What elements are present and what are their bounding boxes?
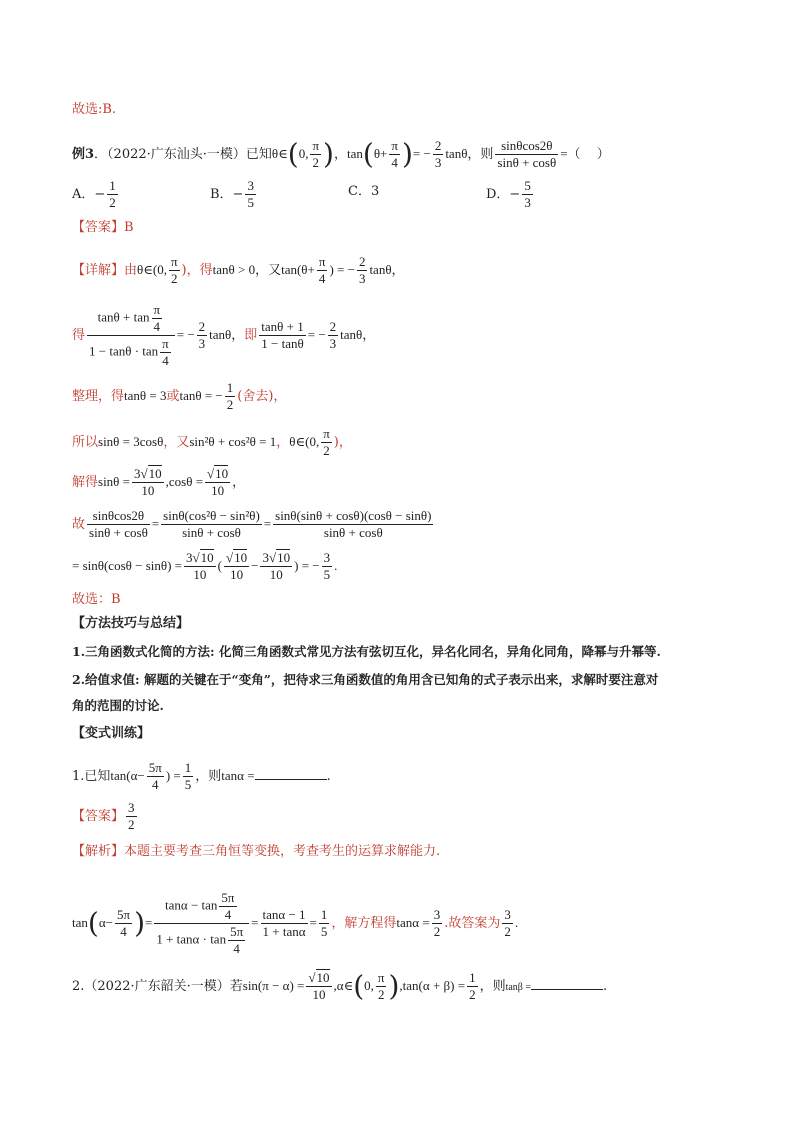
q1-answer-label: 【答案】 bbox=[72, 809, 125, 824]
method-2b-text: 角的范围的讨论. bbox=[72, 698, 164, 713]
q1-blank bbox=[255, 765, 327, 780]
q1-end: . bbox=[326, 769, 331, 784]
q2-tan-beta: tanβ = bbox=[505, 982, 532, 993]
q2-paren-r: ) bbox=[388, 969, 400, 1003]
choice-line bbox=[72, 590, 121, 610]
pi-4-inner: $\frac{\pi}{4}$ bbox=[153, 302, 161, 334]
q1-sol-solve: ，解方程得 bbox=[331, 916, 397, 931]
q1-sol-one-fifth: $\frac{1}{5}$ bbox=[320, 907, 328, 939]
therefore-line bbox=[72, 426, 352, 459]
paren-right-2: ) bbox=[401, 137, 413, 171]
q2-prefix: 2.（2022·广东韶关·一模）若 bbox=[72, 979, 243, 994]
theta-plus: θ+ bbox=[373, 146, 388, 161]
detail-pi-4: $\frac{\pi}{4}$ bbox=[318, 254, 326, 286]
method-2a bbox=[72, 670, 658, 690]
q1-then: ，则 bbox=[195, 769, 222, 784]
sin-frac: $\frac{3√10}{10}$ bbox=[134, 466, 162, 498]
answer-label: 【答案】B bbox=[72, 220, 134, 235]
derive-prefix: 得 bbox=[72, 328, 86, 343]
q2-half: $\frac{1}{2}$ bbox=[469, 970, 476, 1002]
q1-inner-5pi4: $\frac{5\pi}{4}$ bbox=[221, 890, 235, 922]
detail-eq: ) = − bbox=[329, 262, 355, 277]
q1-analysis bbox=[72, 842, 440, 862]
option-a-frac: $\frac{1}{2}$ bbox=[109, 178, 116, 210]
final-eq-line bbox=[72, 550, 337, 583]
option-d bbox=[486, 178, 535, 211]
final-answer-frac: $\frac{3}{5}$ bbox=[323, 550, 331, 582]
q1-prefix: 1.已知 bbox=[72, 769, 111, 784]
q1-sol-eq-2: = bbox=[251, 915, 259, 930]
sin-eq-3cos: sinθ = 3cosθ bbox=[98, 434, 164, 449]
q2-blank bbox=[531, 975, 603, 990]
tan-eq-neg: tanθ = − bbox=[179, 388, 223, 403]
derive-ji: 即 bbox=[244, 328, 258, 343]
target-expression: $\frac{\sin\theta\cos 2\theta}{\sin\theta + \cos\theta}$ bbox=[497, 138, 557, 170]
expr-3: $\frac{\sin\theta(\sin\theta + \cos\theta)(\cos\theta - \sin\theta)}{\sin\theta + \cos\theta}$ bbox=[275, 508, 432, 540]
q2-zero: 0, bbox=[364, 978, 374, 993]
paren-right: ) bbox=[323, 137, 334, 171]
derive-line bbox=[72, 302, 375, 369]
detail-theta-in: θ∈(0, bbox=[137, 262, 167, 277]
theta-range: θ∈(0, bbox=[289, 434, 320, 449]
expr-1: $\frac{\sin\theta\cos 2\theta}{\sin\theta + \cos\theta}$ bbox=[89, 508, 148, 540]
q1-sol-eq-1: = bbox=[145, 915, 153, 930]
example-label: 例3 bbox=[72, 147, 95, 162]
detail-line bbox=[72, 254, 405, 287]
eq-sign-2: = bbox=[263, 516, 272, 531]
eq-minus: = − bbox=[412, 146, 431, 161]
question-1 bbox=[72, 760, 331, 793]
simplify-line bbox=[72, 380, 286, 413]
q1-sol-3-2-b: $\frac{3}{2}$ bbox=[504, 907, 511, 939]
hence-line bbox=[72, 508, 435, 541]
q1-tan: tan(α− bbox=[110, 768, 145, 783]
example-source: ．（2022·广东汕头·一模）已知 bbox=[94, 147, 272, 162]
detail-tan-pos: tanθ > 0，又 bbox=[212, 262, 282, 277]
final-eq-mid: ) = − bbox=[294, 558, 320, 573]
detail-tan-theta: tanθ， bbox=[369, 262, 405, 277]
method-title-text: 【方法技巧与总结】 bbox=[72, 616, 190, 631]
option-b-label: B．− bbox=[210, 187, 244, 202]
q1-sol-eq-3: = bbox=[309, 915, 317, 930]
or-text: 或 bbox=[166, 389, 180, 404]
q1-analysis-label: 【解析】 bbox=[72, 844, 125, 859]
derive-tan-theta: tanθ， bbox=[209, 327, 245, 342]
final-frac-2: $\frac{√10}{10}$ bbox=[226, 550, 248, 582]
choice-text: 故选：B bbox=[72, 592, 121, 607]
simplified-frac: $\frac{\tan\theta + 1}{1 - \tan\theta}$ bbox=[261, 319, 304, 351]
method-2b bbox=[72, 696, 164, 716]
option-a bbox=[72, 178, 120, 211]
comma-3: ， bbox=[232, 474, 246, 489]
conclusion-line bbox=[72, 100, 116, 120]
method-title bbox=[72, 614, 189, 634]
detail-tan-sum: tan(θ+ bbox=[281, 262, 315, 277]
option-a-label: A．− bbox=[72, 187, 106, 202]
final-frac-3: $\frac{3√10}{10}$ bbox=[262, 550, 291, 582]
final-frac-1: $\frac{3√10}{10}$ bbox=[186, 550, 214, 582]
answer-line bbox=[72, 218, 134, 238]
pi-4-inner-2: $\frac{\pi}{4}$ bbox=[162, 336, 169, 368]
q1-sol-simplified: $\frac{\tan\alpha - 1}{1 + \tan\alpha}$ bbox=[262, 907, 306, 939]
derive-two-thirds-2: $\frac{2}{3}$ bbox=[329, 319, 337, 351]
method-1-text: 1.三角函数式化简的方法: 化简三角函数式常见方法有弦切互化，异名化同名，异角化同角，降幂与升幂等. bbox=[72, 644, 661, 659]
range-close: )， bbox=[333, 435, 352, 450]
option-b bbox=[210, 178, 258, 211]
q2-paren-l: ( bbox=[353, 969, 365, 1003]
paren-open: ( bbox=[217, 558, 222, 573]
range-pi-2: $\frac{\pi}{2}$ bbox=[323, 426, 330, 458]
option-c-label: C．3 bbox=[348, 184, 380, 199]
method-1 bbox=[72, 642, 661, 662]
hence-label: 故 bbox=[72, 517, 86, 532]
derive-two-thirds: $\frac{2}{3}$ bbox=[198, 319, 206, 351]
tan-word: tan bbox=[346, 146, 363, 161]
final-period: . bbox=[334, 558, 338, 573]
q1-answer-frac: $\frac{3}{2}$ bbox=[128, 800, 135, 832]
option-b-frac: $\frac{3}{5}$ bbox=[247, 178, 254, 210]
cos-frac: $\frac{√10}{10}$ bbox=[207, 466, 229, 498]
q1-sol-5pi-4: $\frac{5\pi}{4}$ bbox=[116, 907, 131, 939]
zero: 0, bbox=[298, 146, 309, 161]
pythagorean-identity: sin²θ + cos²θ = 1 bbox=[189, 434, 277, 449]
q1-one-fifth: $\frac{1}{5}$ bbox=[184, 760, 192, 792]
detail-you: 由 bbox=[124, 263, 138, 278]
q1-sol-period: . bbox=[514, 915, 519, 930]
q2-tan-sum: ,tan(α + β) = bbox=[399, 978, 466, 993]
expr-2: $\frac{\text{sinθ(cos²θ − sin²θ)}}{\sin\theta + \cos\theta}$ bbox=[163, 508, 260, 540]
q1-sol-tana: tanα = bbox=[396, 915, 430, 930]
derive-eq: = − bbox=[176, 327, 195, 342]
q1-tan-alpha: tanα = bbox=[221, 768, 255, 783]
q1-answer bbox=[72, 800, 139, 833]
q2-then: ，则 bbox=[479, 979, 506, 994]
conclusion-text: 故选:B. bbox=[72, 102, 117, 117]
derive-end: tanθ， bbox=[340, 327, 376, 342]
solve-line bbox=[72, 466, 245, 499]
method-2a-text: 2.给值求值: 解题的关键在于“变角”，把待求三角函数值的角用含已知角的式子表示出来，求解时要注意对 bbox=[72, 672, 659, 687]
q2-sin: sin(π − α) = bbox=[242, 978, 305, 993]
q1-solution bbox=[72, 890, 518, 957]
detail-two-thirds: $\frac{2}{3}$ bbox=[358, 254, 366, 286]
variant-title bbox=[72, 724, 150, 744]
cos-value: ,cosθ = bbox=[165, 474, 204, 489]
q1-analysis-text: 本题主要考查三角恒等变换，考查考生的运算求解能力. bbox=[124, 844, 441, 859]
detail-de: )，得 bbox=[181, 263, 213, 278]
q1-sol-paren-r: ) bbox=[134, 906, 145, 940]
sin-value: sinθ = bbox=[98, 474, 130, 489]
q1-sol-3-2: $\frac{3}{2}$ bbox=[433, 907, 441, 939]
paren-blank: =（ ） bbox=[560, 146, 610, 161]
q1-sol-alpha-minus: α− bbox=[98, 915, 113, 930]
paren-left: ( bbox=[287, 137, 299, 171]
q1-sol-big-frac: tanα − tan $\frac{5\pi}{4}$ 1 + tanα · tan $\frac{5\pi}{4}$ bbox=[154, 890, 249, 957]
comma-2: ， bbox=[276, 435, 290, 450]
tan-theta-then: tanθ，则 bbox=[445, 146, 494, 161]
theta-in: θ∈ bbox=[271, 146, 288, 161]
q2-alpha-in: ,α∈ bbox=[333, 978, 354, 993]
two-thirds: $\frac{2}{3}$ bbox=[434, 138, 442, 170]
q1-sol-tan: tan bbox=[72, 915, 88, 930]
q2-end: . bbox=[603, 979, 608, 994]
eq-sign-1: = bbox=[151, 516, 160, 531]
detail-pi-2: $\frac{\pi}{2}$ bbox=[170, 254, 178, 286]
final-eq-start: = sinθ(cosθ − sinθ) = bbox=[72, 558, 183, 573]
also-text: ，又 bbox=[163, 435, 190, 450]
derive-eq-2: = − bbox=[307, 327, 326, 342]
discard-text: (舍去)， bbox=[237, 389, 287, 404]
option-d-label: D．− bbox=[486, 187, 521, 202]
minus: − bbox=[251, 558, 259, 573]
solve-label: 解得 bbox=[72, 475, 99, 490]
question-2 bbox=[72, 970, 607, 1003]
comma: ， bbox=[333, 147, 347, 162]
q1-inner-5pi4-2: $\frac{5\pi}{4}$ bbox=[230, 924, 244, 956]
pi-over-2: $\frac{\pi}{2}$ bbox=[312, 138, 320, 170]
neg-half: $\frac{1}{2}$ bbox=[226, 380, 234, 412]
example-3-question bbox=[72, 138, 610, 171]
therefore-label: 所以 bbox=[72, 435, 99, 450]
q1-eq: ) = bbox=[165, 768, 181, 783]
tan-addition-formula: tanθ + tan $\frac{\pi}{4}$ 1 − tanθ · tan $\frac{\pi}{4}$ bbox=[87, 302, 175, 369]
tan-eq-3: tanθ = 3 bbox=[124, 388, 167, 403]
simplify-label: 整理，得 bbox=[72, 389, 125, 404]
variant-title-text: 【变式训练】 bbox=[72, 726, 151, 741]
option-c bbox=[348, 182, 379, 202]
option-d-frac: $\frac{5}{3}$ bbox=[524, 178, 531, 210]
paren-left-2: ( bbox=[362, 137, 374, 171]
q1-sol-paren-l: ( bbox=[87, 906, 99, 940]
pi-over-4: $\frac{\pi}{4}$ bbox=[391, 138, 398, 170]
q2-sqrt10-10: $\frac{√10}{10}$ bbox=[308, 970, 330, 1002]
q2-pi-2: $\frac{\pi}{2}$ bbox=[377, 970, 385, 1002]
q1-5pi-4: $\frac{5\pi}{4}$ bbox=[148, 760, 162, 792]
q1-sol-ans: .故答案为 bbox=[444, 916, 501, 931]
detail-label: 【详解】 bbox=[72, 263, 125, 278]
